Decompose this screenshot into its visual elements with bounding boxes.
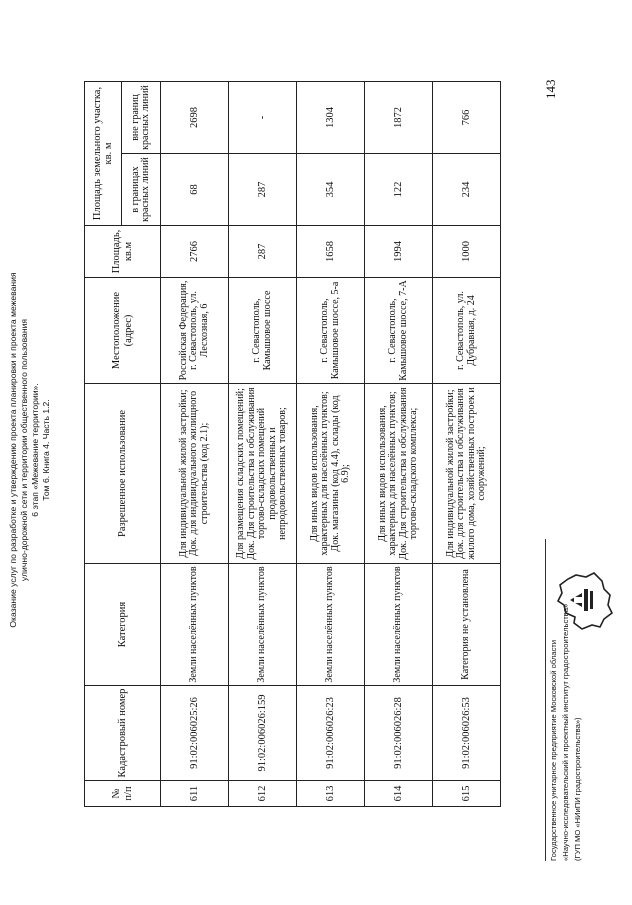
- col-header-location: Местоположение (адрес): [85, 278, 161, 384]
- cell-location: г. Севастополь, Камышовое шоссе, 7-А: [365, 278, 433, 384]
- cell-num: 615: [433, 781, 501, 807]
- institute-logo-map-icon: [548, 565, 620, 637]
- header-line-2: улично-дорожной сети и территории общественного пользования: [19, 318, 29, 582]
- cell-location: г. Севастополь, Камышовое шоссе, 5-а: [297, 278, 365, 384]
- cell-outside: -: [229, 81, 297, 153]
- cell-inside: 354: [297, 154, 365, 226]
- cell-inside: 122: [365, 154, 433, 226]
- cell-cadastral: 91:02:006026:28: [365, 686, 433, 781]
- cell-category: Земли населённых пунктов: [365, 564, 433, 686]
- land-plots-table: [84, 81, 501, 807]
- cell-num: 611: [161, 781, 229, 807]
- cell-cadastral: 91:02:006026:23: [297, 686, 365, 781]
- cell-area: 1994: [365, 226, 433, 278]
- cell-outside: 1872: [365, 81, 433, 153]
- footer-divider: [545, 539, 546, 861]
- cell-category: Земли населённых пунктов: [161, 564, 229, 686]
- cell-area: 1000: [433, 226, 501, 278]
- cell-cadastral: 91:02:006026:53: [433, 686, 501, 781]
- cell-use: Для индивидуальной жилой застройки; Док. для строительства и обслуживания жилого дома, хозяйственных построек и сооружений;: [433, 384, 501, 564]
- cell-num: 614: [365, 781, 433, 807]
- cell-location: Российская Федерация, г. Севастополь, ул. Лесхозная, 6: [161, 278, 229, 384]
- col-header-area: Площадь, кв.м: [85, 226, 161, 278]
- cell-use: Для иных видов использования, характерных для населённых пунктов; Док. магазины (код 4.4), склады (код 6.9);: [297, 384, 365, 564]
- cell-outside: 1304: [297, 81, 365, 153]
- header-line-4: Том 6. Книга 4. Часть 1.2.: [41, 399, 51, 501]
- cell-outside: 766: [433, 81, 501, 153]
- cell-area: 287: [229, 226, 297, 278]
- table-row: [433, 81, 501, 806]
- cell-inside: 68: [161, 154, 229, 226]
- cell-cadastral: 91:02:006025:26: [161, 686, 229, 781]
- table-row: [297, 81, 365, 806]
- table-row: [365, 81, 433, 806]
- header-line-3: 6 этап «Межевание территории».: [30, 383, 40, 517]
- col-header-plot-area: Площадь земельного участка, кв. м: [85, 81, 122, 225]
- cell-num: 612: [229, 781, 297, 807]
- cell-num: 613: [297, 781, 365, 807]
- cell-location: г. Севастополь, Камышовое шоссе: [229, 278, 297, 384]
- document-header: [8, 155, 52, 745]
- footer-line-1: Государственное унитарное предприятие Московской области: [549, 639, 558, 861]
- table-row: [229, 81, 297, 806]
- cell-area: 1658: [297, 226, 365, 278]
- cell-category: Земли населённых пунктов: [297, 564, 365, 686]
- cell-use: Для индивидуальной жилой застройки; Док. для индивидуального жилищного строительства (код 2.1);: [161, 384, 229, 564]
- col-header-outside: вне границ красных линий: [122, 81, 161, 153]
- cell-location: г. Севастополь, ул. Дубравная, д. 24: [433, 278, 501, 384]
- cell-use: Для размещения складских помещений; Док. Для строительства и обслуживания торгово-складских помещений продовольственных и непродовольственных товаров;: [229, 384, 297, 564]
- col-header-category: Категория: [85, 564, 161, 686]
- footer-line-2: «Научно-исследовательский и проектный институт градостроительства»: [561, 603, 570, 861]
- page-number: 143: [543, 79, 558, 99]
- col-header-num: № п/п: [85, 781, 161, 807]
- cell-category: Категория не установлена: [433, 564, 501, 686]
- cell-cadastral: 91:02:006026:159: [229, 686, 297, 781]
- col-header-inside: в границах красных линий: [122, 154, 161, 226]
- footer-organization: [548, 604, 584, 861]
- header-line-1: Оказание услуг по разработке и утверждению проекта планировки и проекта межевания: [8, 272, 18, 628]
- col-header-permitted-use: Разрешенное использование: [85, 384, 161, 564]
- col-header-cadastral: Кадастровый номер: [85, 686, 161, 781]
- table-row: [161, 81, 229, 806]
- cell-area: 2766: [161, 226, 229, 278]
- cell-inside: 287: [229, 154, 297, 226]
- cell-use: Для иных видов использования, характерных для населённых пунктов; Док. Для строительства и обслуживания торгово-складского комплекса;: [365, 384, 433, 564]
- cell-category: Земли населённых пунктов: [229, 564, 297, 686]
- cell-inside: 234: [433, 154, 501, 226]
- cell-outside: 2698: [161, 81, 229, 153]
- footer-line-3: (ГУП МО «НИиПИ градостроительства»): [573, 717, 582, 861]
